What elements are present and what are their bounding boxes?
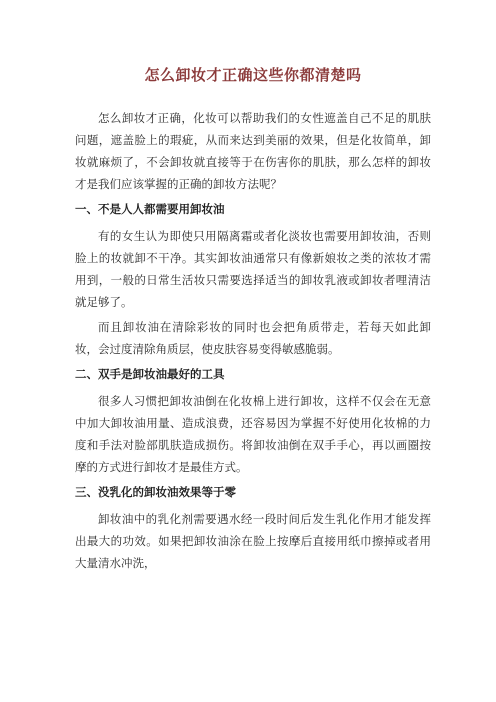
section-3-paragraph-1: 卸妆油中的乳化剂需要遇水经一段时间后发生乳化作用才能发挥出最大的功效。如果把卸妆油涂在脸上按摩后直接用纸巾擦掉或者用大量清水冲洗， (75, 512, 431, 570)
section-2-heading: 二、双手是卸妆油最好的工具 (75, 367, 225, 381)
section-3-heading: 三、没乳化的卸妆油效果等于零 (75, 485, 236, 499)
section-2-paragraph-1: 很多人习惯把卸妆油倒在化妆棉上进行卸妆，这样不仅会在无意中加大卸妆油用量、造成浪费，还容易因为掌握不好使用化妆棉的力度和手法对脸部肌肤造成损伤。将卸妆油倒在双手手心，再以画圈按摩的方式进行卸妆才是最佳方式。 (75, 394, 431, 474)
section-1-paragraph-2: 而且卸妆油在清除彩妆的同时也会把角质带走，若每天如此卸妆，会过度清除角质层，使皮肤容易变得敏感脆弱。 (75, 320, 431, 356)
section-1-heading: 一、不是人人都需要用卸妆油 (75, 202, 225, 216)
intro-paragraph: 怎么卸妆才正确，化妆可以帮助我们的女性遮盖自己不足的肌肤问题，遮盖脸上的瑕疵，从而来达到美丽的效果，但是化妆简单，卸妆就麻烦了，不会卸妆就直接等于在伤害你的肌肤，那么怎样的卸妆才是我们应该掌握的正确的卸妆方法呢？ (75, 111, 431, 191)
section-1-paragraph-1: 有的女生认为即使只用隔离霜或者化淡妆也需要用卸妆油，否则脸上的妆就卸不干净。其实卸妆油通常只有像新娘妆之类的浓妆才需用到，一般的日常生活妆只需要选择适当的卸妆乳液或卸妆者哩清洁就足够了。 (75, 229, 431, 309)
document-title: 怎么卸妆才正确这些你都清楚吗 (144, 66, 362, 84)
